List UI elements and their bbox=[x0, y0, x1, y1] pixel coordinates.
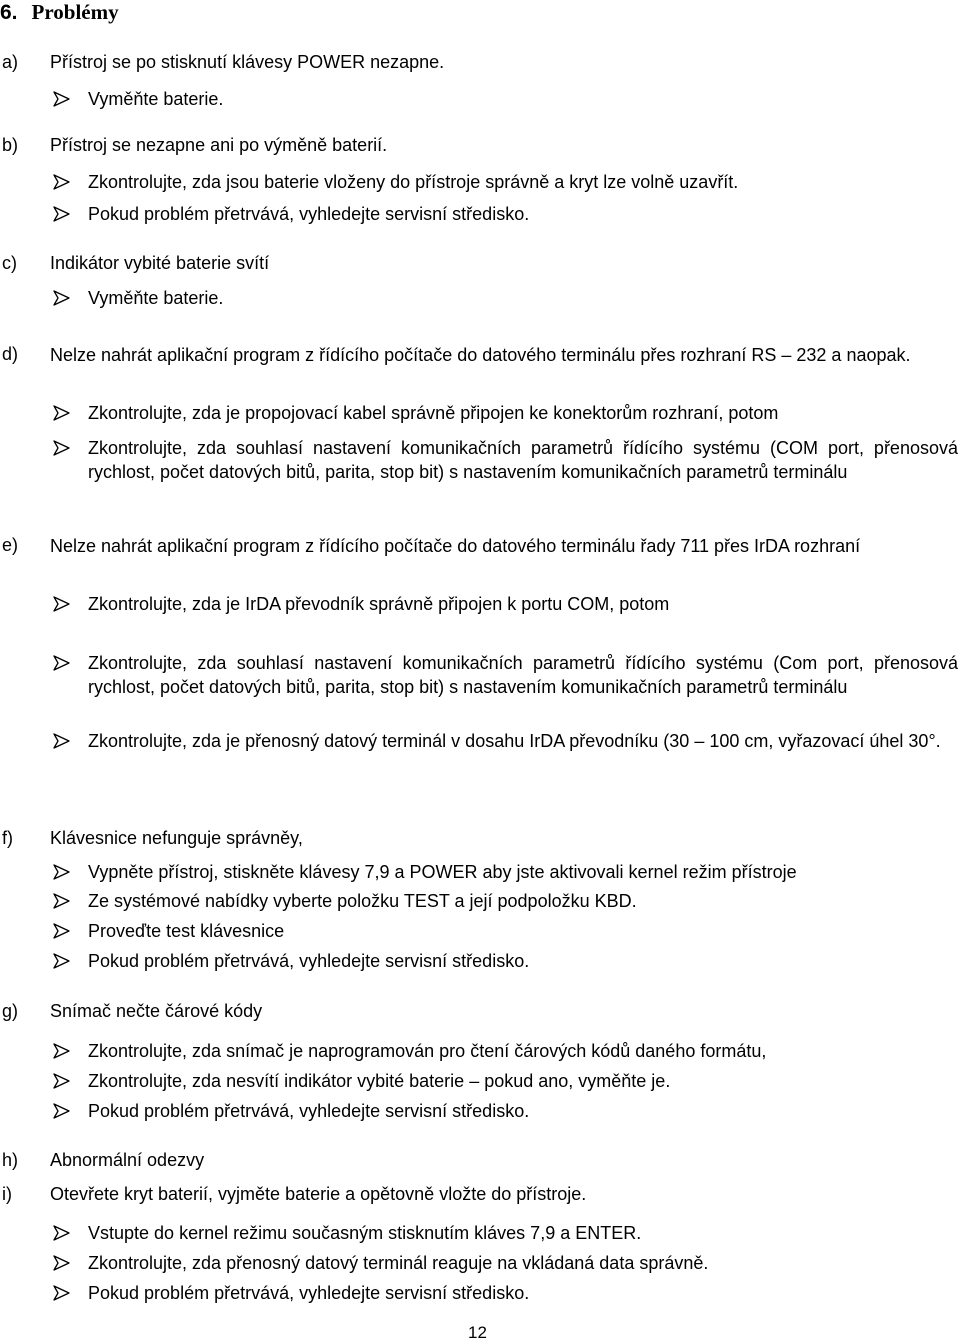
arrowhead-bullet-icon bbox=[52, 288, 72, 308]
item-text-c: Indikátor vybité baterie svítí bbox=[50, 253, 270, 273]
bullet-e-1: Zkontrolujte, zda je IrDA převodník správně připojen k portu COM, potom bbox=[88, 594, 670, 614]
section-heading bbox=[0, 0, 119, 25]
bullet-d-1: Zkontrolujte, zda je propojovací kabel správně připojen ke konektorům rozhraní, potom bbox=[88, 403, 779, 423]
bullet-e-2: Zkontrolujte, zda souhlasí nastavení komunikačních parametrů řídícího systému (Com port, přenosová rychlost, počet datových bitů, parita, stop bit) s nastavením komunikačních parametrů terminálu bbox=[88, 653, 958, 697]
item-letter-h: h) bbox=[2, 1150, 19, 1170]
arrowhead-bullet-icon bbox=[52, 1101, 72, 1121]
bullet-b-2: Pokud problém přetrvává, vyhledejte servisní středisko. bbox=[88, 204, 530, 224]
bullet-i-3: Pokud problém přetrvává, vyhledejte servisní středisko. bbox=[88, 1283, 530, 1303]
item-text-a: Přístroj se po stisknutí klávesy POWER nezapne. bbox=[50, 52, 445, 72]
bullet-g-1: Zkontrolujte, zda snímač je naprogramován pro čtení čárových kódů daného formátu, bbox=[88, 1041, 767, 1061]
arrowhead-bullet-icon bbox=[52, 653, 72, 673]
bullet-f-4: Pokud problém přetrvává, vyhledejte servisní středisko. bbox=[88, 951, 530, 971]
page-number: 12 bbox=[468, 1323, 487, 1342]
item-letter-b: b) bbox=[2, 135, 19, 155]
bullet-c-1: Vyměňte baterie. bbox=[88, 288, 224, 308]
item-letter-f: f) bbox=[2, 828, 13, 848]
bullet-i-2: Zkontrolujte, zda přenosný datový terminál reaguje na vkládaná data správně. bbox=[88, 1253, 709, 1273]
bullet-f-1: Vypněte přístroj, stiskněte klávesy 7,9 a POWER aby jste aktivovali kernel režim přístroje bbox=[88, 862, 797, 882]
arrowhead-bullet-icon bbox=[52, 172, 72, 192]
item-letter-g: g) bbox=[2, 1001, 19, 1021]
arrowhead-bullet-icon bbox=[52, 594, 72, 614]
item-letter-e: e) bbox=[2, 535, 19, 555]
item-text-h: Abnormální odezvy bbox=[50, 1150, 205, 1170]
bullet-f-2: Ze systémové nabídky vyberte položku TEST a její podpoložku KBD. bbox=[88, 891, 637, 911]
arrowhead-bullet-icon bbox=[52, 1283, 72, 1303]
bullet-f-3: Proveďte test klávesnice bbox=[88, 921, 285, 941]
arrowhead-bullet-icon bbox=[52, 862, 72, 882]
arrowhead-bullet-icon bbox=[52, 1223, 72, 1243]
bullet-a-1: Vyměňte baterie. bbox=[88, 89, 224, 109]
arrowhead-bullet-icon bbox=[52, 891, 72, 911]
arrowhead-bullet-icon bbox=[52, 1071, 72, 1091]
arrowhead-bullet-icon bbox=[52, 89, 72, 109]
section-number: 6. bbox=[0, 1, 18, 24]
arrowhead-bullet-icon bbox=[52, 1041, 72, 1061]
section-title: Problémy bbox=[31, 0, 119, 24]
arrowhead-bullet-icon bbox=[52, 1253, 72, 1273]
item-text-b: Přístroj se nezapne ani po výměně baterií. bbox=[50, 135, 388, 155]
bullet-b-1: Zkontrolujte, zda jsou baterie vloženy do přístroje správně a kryt lze volně uzavřít. bbox=[88, 172, 739, 192]
item-letter-i: i) bbox=[2, 1184, 12, 1204]
arrowhead-bullet-icon bbox=[52, 438, 72, 458]
arrowhead-bullet-icon bbox=[52, 951, 72, 971]
arrowhead-bullet-icon bbox=[52, 731, 72, 751]
arrowhead-bullet-icon bbox=[52, 403, 72, 423]
item-letter-c: c) bbox=[2, 253, 17, 273]
item-text-e: Nelze nahrát aplikační program z řídícího počítače do datového terminálu řady 711 přes IrDA rozhraní bbox=[50, 536, 861, 556]
bullet-d-2: Zkontrolujte, zda souhlasí nastavení komunikačních parametrů řídícího systému (COM port, přenosová rychlost, počet datových bitů, parita, stop bit) s nastavením komunikačních parametrů terminálu bbox=[88, 438, 958, 482]
bullet-e-3: Zkontrolujte, zda je přenosný datový terminál v dosahu IrDA převodníku (30 – 100 cm, vyřazovací úhel 30°. bbox=[88, 731, 941, 751]
item-text-i: Otevřete kryt baterií, vyjměte baterie a opětovně vložte do přístroje. bbox=[50, 1184, 587, 1204]
item-text-f: Klávesnice nefunguje správněy, bbox=[50, 828, 303, 848]
arrowhead-bullet-icon bbox=[52, 921, 72, 941]
bullet-g-3: Pokud problém přetrvává, vyhledejte servisní středisko. bbox=[88, 1101, 530, 1121]
item-letter-d: d) bbox=[2, 344, 19, 364]
item-letter-a: a) bbox=[2, 52, 19, 72]
arrowhead-bullet-icon bbox=[52, 204, 72, 224]
item-text-g: Snímač nečte čárové kódy bbox=[50, 1001, 263, 1021]
item-text-d: Nelze nahrát aplikační program z řídícího počítače do datového terminálu přes rozhraní RS – 232 a naopak. bbox=[50, 345, 911, 365]
bullet-g-2: Zkontrolujte, zda nesvítí indikátor vybité baterie – pokud ano, vyměňte je. bbox=[88, 1071, 671, 1091]
bullet-i-1: Vstupte do kernel režimu současným stisknutím kláves 7,9 a ENTER. bbox=[88, 1223, 642, 1243]
